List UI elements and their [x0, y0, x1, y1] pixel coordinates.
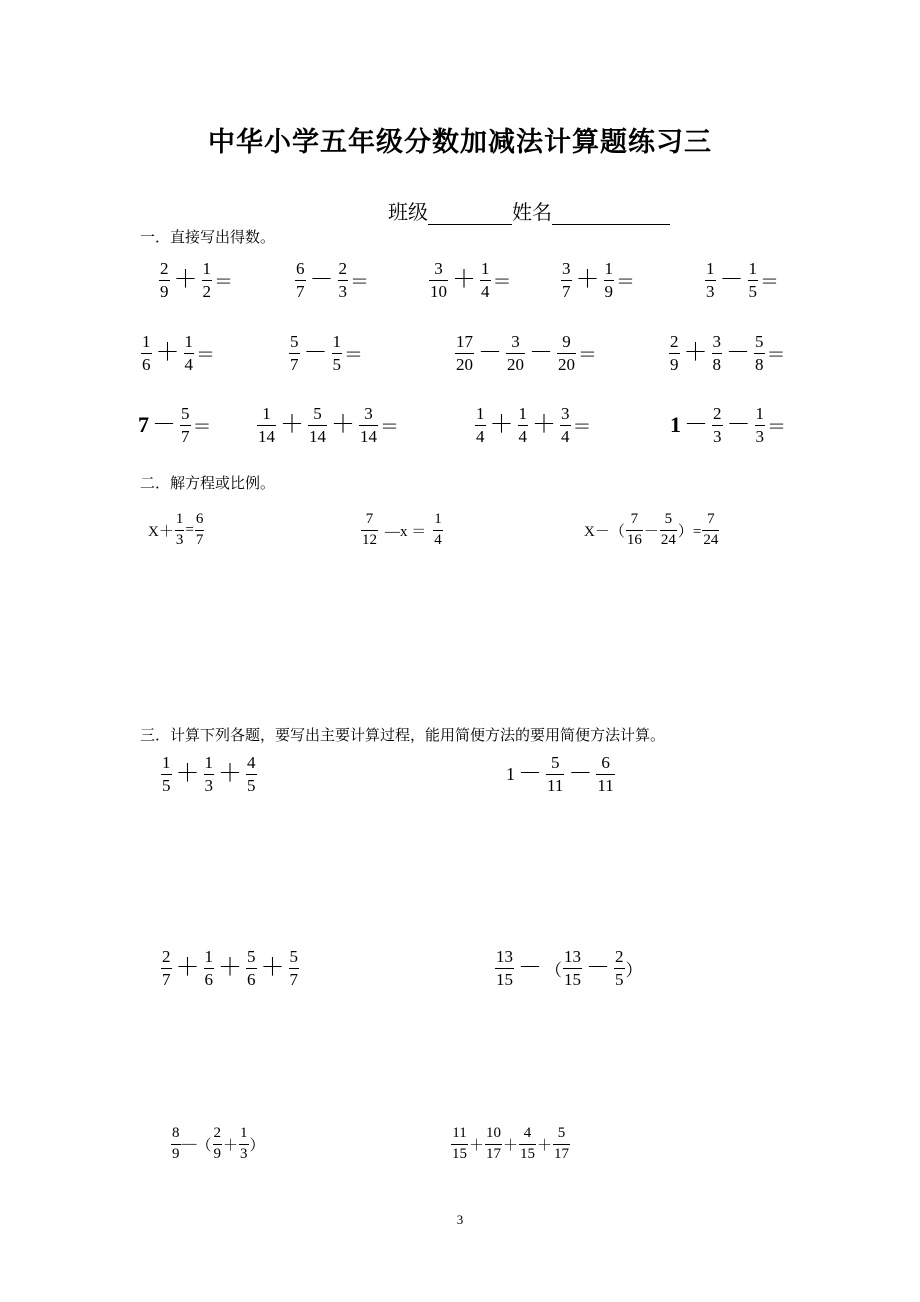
numerator: 6 [601, 753, 610, 772]
operator: ＋ [260, 955, 285, 982]
fraction [246, 754, 257, 795]
expression-text: （ [196, 1137, 212, 1154]
fraction [451, 1126, 468, 1163]
denominator: 5 [247, 775, 256, 795]
numerator: 3 [561, 404, 570, 423]
fraction [159, 260, 170, 301]
denominator: 6 [142, 354, 151, 374]
denominator: 8 [712, 354, 721, 374]
fraction [596, 754, 614, 795]
problem-1-7 [288, 333, 363, 374]
numerator: 3 [434, 259, 443, 278]
operator: ＋ [683, 340, 708, 367]
equals-sign: ＝ [350, 271, 370, 293]
numerator: 2 [615, 947, 624, 966]
numerator: 6 [195, 511, 204, 527]
numerator: 3 [712, 332, 721, 351]
equals-sign: ＝ [578, 344, 598, 366]
denominator: 4 [184, 354, 193, 374]
equals-sign: ＝ [766, 344, 786, 366]
problem-1-13 [670, 405, 786, 446]
expression-text: ＋ [503, 1137, 519, 1154]
denominator: 3 [204, 775, 213, 795]
calc-5 [170, 1126, 265, 1163]
denominator: 7 [562, 281, 571, 301]
operator: ＋ [331, 412, 355, 439]
equals-sign: ＝ [616, 271, 636, 293]
denominator: 5 [332, 354, 341, 374]
denominator: 3 [713, 426, 722, 446]
fraction [213, 1126, 223, 1163]
numerator: 7 [630, 511, 639, 527]
fraction [560, 405, 571, 446]
problem-1-5 [704, 260, 779, 301]
denominator: 4 [561, 426, 570, 446]
fraction [204, 754, 215, 795]
denominator: 15 [452, 1145, 467, 1162]
numerator: 1 [748, 259, 757, 278]
denominator: 9 [213, 1145, 222, 1162]
calc-2 [506, 754, 616, 795]
denominator: 8 [755, 354, 764, 374]
operator: － [152, 412, 176, 439]
denominator: 20 [558, 354, 575, 374]
operator: ＋ [280, 412, 304, 439]
expression-text: — [181, 1135, 197, 1152]
fraction [195, 512, 205, 549]
operator: － [568, 761, 593, 788]
fraction [475, 405, 486, 446]
equals-sign: ＝ [380, 416, 400, 438]
operator: － [518, 955, 542, 982]
fraction [755, 405, 766, 446]
denominator: 15 [520, 1145, 536, 1162]
numerator: 1 [175, 511, 184, 527]
numerator: 2 [162, 947, 171, 966]
fraction [171, 1126, 181, 1163]
fraction [175, 512, 185, 549]
expression-text: ） [249, 1137, 265, 1154]
operator: ＋ [452, 267, 476, 294]
equals-sign: ＝ [572, 416, 592, 438]
denominator: 11 [597, 775, 614, 795]
numerator: 1 [202, 259, 211, 278]
numerator: 7 [707, 511, 715, 527]
numerator: 17 [456, 332, 473, 351]
denominator: 24 [660, 531, 676, 548]
fraction [429, 260, 448, 301]
expression-text: （ [545, 960, 562, 980]
operator: － [726, 340, 750, 367]
denominator: 4 [481, 281, 490, 301]
numerator: 7 [365, 511, 374, 527]
fraction [561, 260, 572, 301]
class-name-line [388, 196, 670, 225]
problem-1-11 [256, 405, 399, 446]
expression-text: ＋ [223, 1137, 239, 1154]
numerator: 9 [562, 332, 571, 351]
numerator: 2 [338, 259, 347, 278]
denominator: 3 [706, 281, 715, 301]
denominator: 7 [290, 354, 299, 374]
denominator: 9 [670, 354, 679, 374]
denominator: 5 [615, 969, 624, 989]
numerator: 5 [290, 332, 299, 351]
expression-text: = [185, 521, 194, 538]
operator: － [684, 412, 708, 439]
numerator: 1 [204, 753, 213, 772]
operator: ＋ [155, 340, 180, 367]
calc-1 [160, 754, 258, 795]
problem-1-2 [294, 260, 369, 301]
expression-text: —x ＝ [385, 523, 427, 540]
denominator: 10 [430, 281, 447, 301]
denominator: 14 [360, 426, 377, 446]
numerator: 5 [755, 332, 764, 351]
numerator: 1 [755, 404, 764, 423]
fraction [563, 948, 582, 989]
denominator: 3 [240, 1145, 248, 1162]
denominator: 7 [289, 969, 298, 989]
fraction [660, 512, 677, 549]
numerator: 1 [434, 511, 442, 527]
denominator: 4 [518, 426, 527, 446]
numerator: 1 [332, 332, 341, 351]
fraction [553, 1126, 570, 1163]
class-label: 班级 [388, 202, 428, 224]
numerator: 5 [557, 1125, 566, 1141]
denominator: 6 [204, 969, 213, 989]
calc-4 [494, 948, 643, 989]
denominator: 20 [456, 354, 473, 374]
numerator: 2 [670, 332, 679, 351]
fraction [455, 333, 474, 374]
fraction [748, 260, 759, 301]
denominator: 3 [338, 281, 347, 301]
denominator: 7 [181, 426, 190, 446]
fraction [204, 948, 215, 989]
numerator: 3 [511, 332, 520, 351]
expression-text: 1 [506, 763, 515, 784]
denominator: 12 [362, 531, 377, 548]
numerator: 2 [213, 1125, 222, 1141]
fraction [626, 512, 643, 549]
expression-text: X＋ [148, 523, 174, 540]
class-blank[interactable] [428, 204, 512, 225]
numerator: 1 [706, 259, 715, 278]
expression-text: － [643, 523, 659, 540]
equation-2 [360, 512, 444, 549]
equals-sign: ＝ [192, 416, 212, 438]
page-title: 中华小学五年级分数加减法计算题练习三 [208, 127, 712, 157]
fraction [506, 333, 525, 374]
equals-sign: ＝ [344, 344, 364, 366]
fraction [289, 333, 300, 374]
numerator: 5 [247, 947, 256, 966]
numerator: 5 [550, 753, 560, 772]
expression-text: ＋ [469, 1137, 485, 1154]
fraction [202, 260, 213, 301]
fraction [184, 333, 195, 374]
fraction [518, 405, 529, 446]
numerator: 1 [240, 1125, 248, 1141]
fraction [485, 1126, 502, 1163]
fraction [614, 948, 625, 989]
denominator: 9 [160, 281, 169, 301]
fraction [705, 260, 716, 301]
operator: ＋ [532, 412, 556, 439]
denominator: 15 [564, 969, 581, 989]
numerator: 8 [172, 1125, 180, 1141]
problem-1-6 [140, 333, 215, 374]
numerator: 11 [452, 1125, 467, 1141]
operator: ＋ [218, 955, 242, 982]
fraction [433, 512, 443, 549]
denominator: 4 [476, 426, 485, 446]
operator: － [726, 412, 751, 439]
fraction [239, 1126, 249, 1163]
equals-sign: ＝ [767, 416, 787, 438]
fraction [180, 405, 191, 446]
fraction [495, 948, 514, 989]
fraction [161, 754, 172, 795]
numerator: 5 [289, 947, 298, 966]
denominator: 7 [195, 531, 204, 548]
name-label: 姓名 [512, 202, 552, 224]
section-2-heading: 二．解方程或比例。 [140, 476, 276, 492]
fraction [361, 512, 378, 549]
operator: － [529, 340, 553, 367]
denominator: 17 [486, 1145, 502, 1162]
equals-sign: ＝ [760, 271, 780, 293]
numerator: 1 [604, 259, 613, 278]
numerator: 1 [162, 753, 171, 772]
problem-1-4 [560, 260, 635, 301]
numerator: 5 [181, 404, 190, 423]
numerator: 1 [476, 404, 485, 423]
section-3-heading: 三．计算下列各题，要写出主要计算过程，能用简便方法的要用简便方法计算。 [140, 728, 666, 744]
numerator: 1 [204, 947, 213, 966]
fraction [308, 405, 327, 446]
fraction [604, 260, 615, 301]
operator: － [478, 340, 502, 367]
operator: － [518, 761, 542, 788]
numerator: 13 [496, 947, 513, 966]
calc-3 [160, 948, 300, 989]
numerator: 1 [518, 404, 527, 423]
denominator: 24 [703, 531, 719, 548]
denominator: 3 [755, 426, 764, 446]
expression-text: ＋ [537, 1137, 553, 1154]
expression-text: X－（ [584, 523, 625, 540]
section-1-heading: 一．直接写出得数。 [140, 230, 276, 246]
name-blank[interactable] [552, 204, 670, 225]
operator: ＋ [175, 761, 200, 788]
operator: ＋ [173, 267, 198, 294]
numerator: 1 [481, 259, 490, 278]
fraction [289, 948, 300, 989]
operator: ＋ [175, 955, 200, 982]
equals-sign: ＝ [492, 271, 512, 293]
fraction [141, 333, 152, 374]
problem-1-8 [454, 333, 597, 374]
fraction [519, 1126, 536, 1163]
operator: ＋ [489, 412, 514, 439]
operator: － [719, 267, 744, 294]
numerator: 5 [664, 511, 673, 527]
fraction [295, 260, 306, 301]
denominator: 14 [309, 426, 326, 446]
numerator: 1 [142, 332, 151, 351]
whole-number: 1 [670, 412, 681, 438]
operator: － [586, 955, 610, 982]
fraction [669, 333, 680, 374]
whole-number: 7 [138, 412, 149, 438]
fraction [338, 260, 349, 301]
numerator: 5 [313, 404, 322, 423]
denominator: 7 [162, 969, 171, 989]
numerator: 2 [160, 259, 169, 278]
problem-1-9 [668, 333, 786, 374]
denominator: 7 [296, 281, 305, 301]
denominator: 17 [554, 1145, 570, 1162]
numerator: 1 [262, 404, 271, 423]
denominator: 2 [202, 281, 211, 301]
denominator: 14 [258, 426, 275, 446]
fraction [557, 333, 576, 374]
numerator: 4 [247, 753, 256, 772]
denominator: 4 [434, 531, 442, 548]
numerator: 6 [296, 259, 305, 278]
fraction [480, 260, 491, 301]
calc-6 [450, 1126, 571, 1163]
denominator: 20 [507, 354, 524, 374]
denominator: 16 [626, 531, 642, 548]
numerator: 4 [523, 1125, 532, 1141]
operator: － [309, 267, 334, 294]
expression-text: ）= [677, 523, 702, 540]
fraction [332, 333, 343, 374]
operator: ＋ [218, 761, 242, 788]
page-number: 3 [456, 1212, 464, 1227]
denominator: 5 [748, 281, 757, 301]
fraction [702, 512, 719, 549]
numerator: 10 [486, 1125, 502, 1141]
expression-text: ） [625, 960, 643, 980]
problem-1-1 [158, 260, 233, 301]
problem-1-3 [428, 260, 512, 301]
denominator: 9 [604, 281, 613, 301]
numerator: 1 [184, 332, 193, 351]
problem-1-12 [474, 405, 592, 446]
numerator: 3 [364, 404, 373, 423]
fraction [359, 405, 378, 446]
numerator: 13 [564, 947, 581, 966]
denominator: 15 [496, 969, 513, 989]
denominator: 11 [547, 775, 564, 795]
denominator: 9 [172, 1145, 180, 1162]
problem-1-10 [138, 405, 212, 446]
equals-sign: ＝ [214, 271, 234, 293]
operator: ＋ [575, 267, 600, 294]
fraction [161, 948, 172, 989]
fraction [712, 333, 723, 374]
numerator: 2 [713, 404, 722, 423]
fraction [246, 948, 257, 989]
fraction [754, 333, 765, 374]
denominator: 5 [162, 775, 171, 795]
equation-3 [584, 512, 720, 549]
fraction [712, 405, 723, 446]
operator: － [303, 340, 328, 367]
numerator: 3 [562, 259, 571, 278]
equals-sign: ＝ [196, 344, 216, 366]
fraction [257, 405, 276, 446]
equation-1 [148, 512, 205, 549]
denominator: 3 [175, 531, 184, 548]
denominator: 6 [247, 969, 256, 989]
fraction [546, 754, 564, 795]
